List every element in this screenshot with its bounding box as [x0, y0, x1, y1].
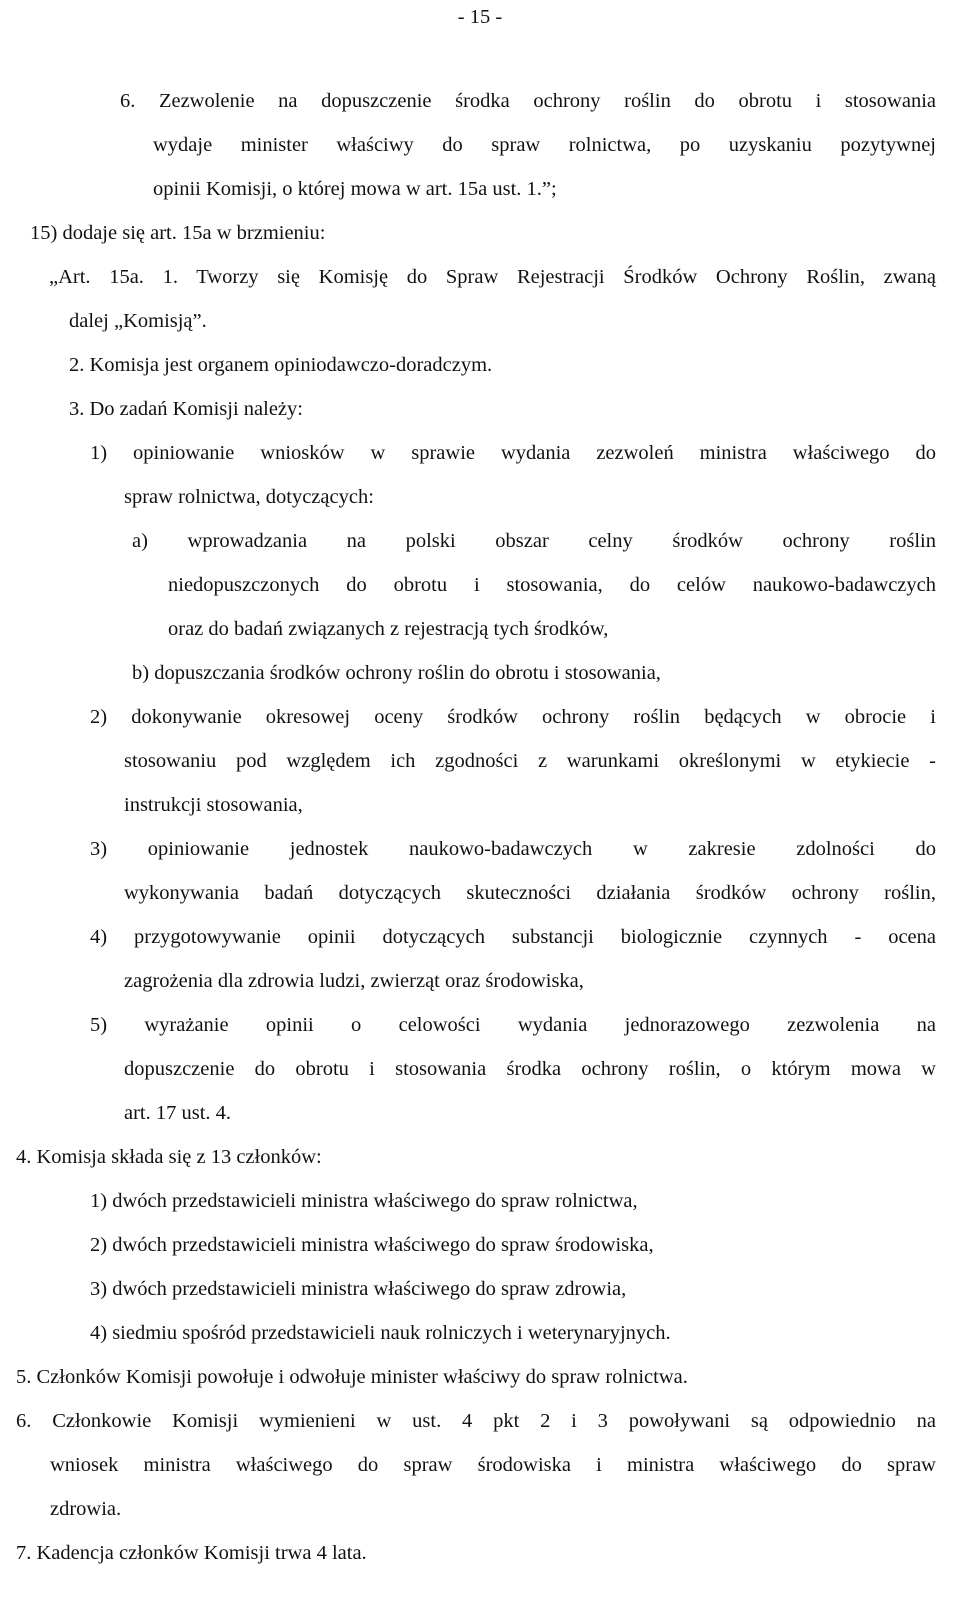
text-line: zdrowia. [50, 1498, 122, 1520]
text-line: niedopuszczonych do obrotu i stosowania, do celów naukowo-badawczych [168, 574, 936, 596]
text-line: art. 17 ust. 4. [124, 1102, 232, 1124]
text-line: stosowaniu pod względem ich zgodności z warunkami określonymi w etykiecie - [124, 750, 936, 772]
text-line: a) wprowadzania na polski obszar celny środków ochrony roślin [132, 530, 936, 552]
text-line: 2) dokonywanie okresowej oceny środków ochrony roślin będących w obrocie i [90, 706, 936, 728]
text-line: 4) przygotowywanie opinii dotyczących substancji biologicznie czynnych - ocena [90, 926, 936, 948]
text-line: wniosek ministra właściwego do spraw środowiska i ministra właściwego do spraw [50, 1454, 936, 1476]
text-line: zagrożenia dla zdrowia ludzi, zwierząt oraz środowiska, [124, 970, 584, 992]
text-line: 6. Członkowie Komisji wymienieni w ust. 4 pkt 2 i 3 powoływani są odpowiednio na [16, 1410, 936, 1432]
text-line: 3) dwóch przedstawicieli ministra właściwego do spraw zdrowia, [90, 1278, 627, 1300]
text-line: 1) opiniowanie wniosków w sprawie wydania zezwoleń ministra właściwego do [90, 442, 936, 464]
text-line: spraw rolnictwa, dotyczących: [124, 486, 374, 508]
text-line: dalej „Komisją”. [69, 310, 207, 332]
text-line: wydaje minister właściwy do spraw rolnictwa, po uzyskaniu pozytywnej [153, 134, 936, 156]
text-line: 5. Członków Komisji powołuje i odwołuje minister właściwy do spraw rolnictwa. [16, 1366, 688, 1388]
text-line: dopuszczenie do obrotu i stosowania środka ochrony roślin, o którym mowa w [124, 1058, 936, 1080]
text-line: 6. Zezwolenie na dopuszczenie środka ochrony roślin do obrotu i stosowania [120, 90, 936, 112]
text-line: 5) wyrażanie opinii o celowości wydania jednorazowego zezwolenia na [90, 1014, 936, 1036]
text-line: 1) dwóch przedstawicieli ministra właściwego do spraw rolnictwa, [90, 1190, 638, 1212]
text-line: 15) dodaje się art. 15a w brzmieniu: [30, 222, 326, 244]
text-line: 7. Kadencja członków Komisji trwa 4 lata. [16, 1542, 367, 1564]
text-line: instrukcji stosowania, [124, 794, 303, 816]
text-line: 3) opiniowanie jednostek naukowo-badawczych w zakresie zdolności do [90, 838, 936, 860]
page-number: - 15 - [457, 6, 503, 28]
text-line: opinii Komisji, o której mowa w art. 15a ust. 1.”; [153, 178, 557, 200]
text-line: 4. Komisja składa się z 13 członków: [16, 1146, 322, 1168]
text-line: 3. Do zadań Komisji należy: [69, 398, 303, 420]
text-line: oraz do badań związanych z rejestracją tych środków, [168, 618, 609, 640]
text-line: b) dopuszczania środków ochrony roślin do obrotu i stosowania, [132, 662, 661, 684]
text-line: 2) dwóch przedstawicieli ministra właściwego do spraw środowiska, [90, 1234, 654, 1256]
text-line: 4) siedmiu spośród przedstawicieli nauk rolniczych i weterynaryjnych. [90, 1322, 671, 1344]
text-line: wykonywania badań dotyczących skuteczności działania środków ochrony roślin, [124, 882, 936, 904]
text-line: 2. Komisja jest organem opiniodawczo-doradczym. [69, 354, 493, 376]
text-line: „Art. 15a. 1. Tworzy się Komisję do Spraw Rejestracji Środków Ochrony Roślin, zwaną [49, 266, 936, 288]
